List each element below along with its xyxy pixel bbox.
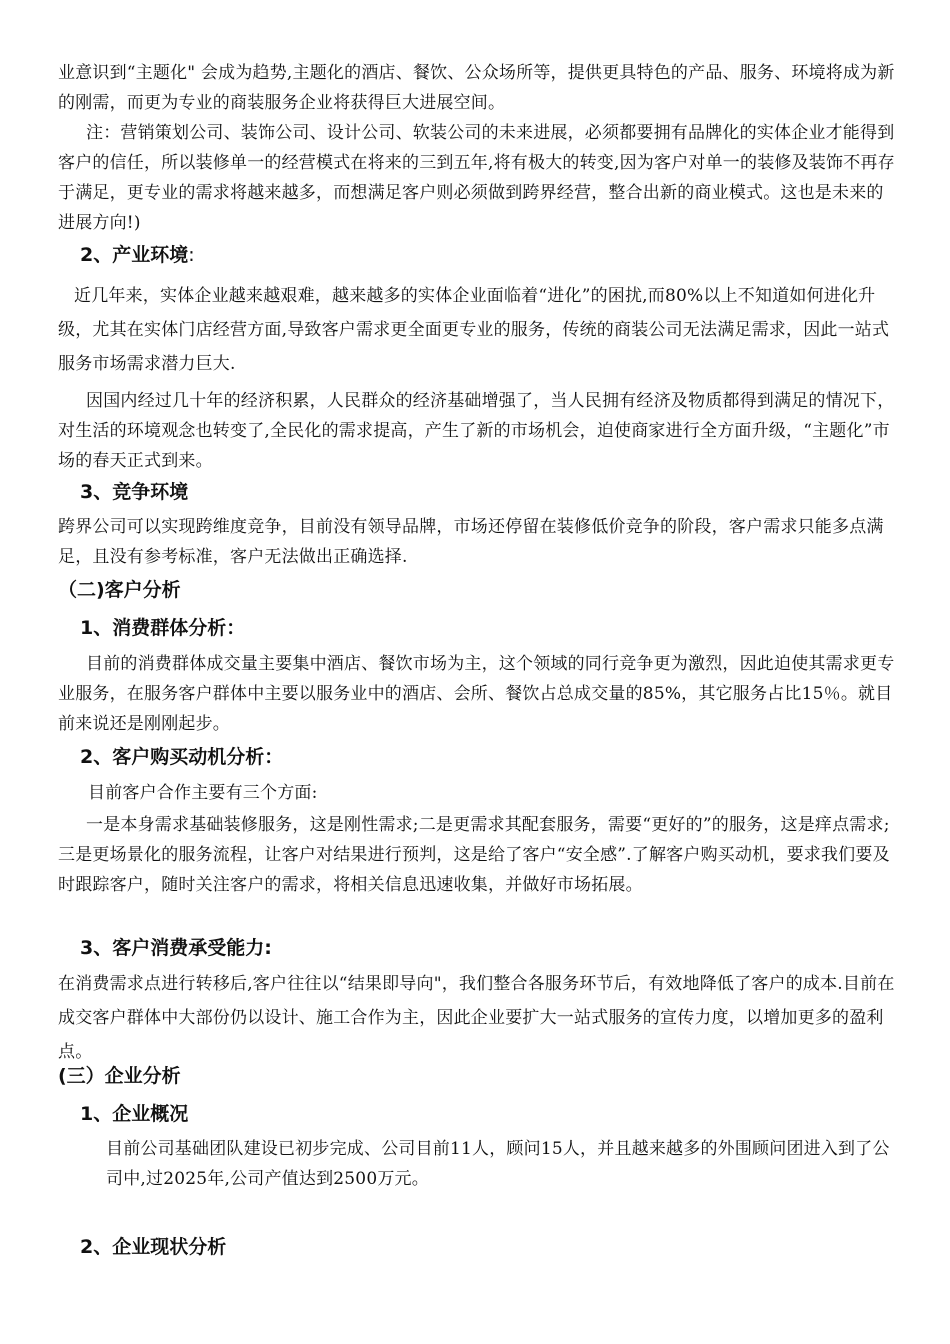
consumption-capacity-heading: 3、客户消费承受能力: [80,937,272,959]
customer-analysis-heading: （二)客户分析 [58,579,181,601]
industry-heading-text: 2、产业环境 [80,244,189,266]
enterprise-overview-paragraph: 目前公司基础团队建设已初步完成、公司目前11人，顾问15人，并且越来越多的外围顾问团进入到了公司中,过2025年,公司产值达到2500万元。 [106,1139,890,1189]
industry-heading-colon: : [188,244,195,266]
industry-paragraph-1: 近几年来，实体企业越来越艰难，越来越多的实体企业面临着“进化”的困扰,而80%以上不知道如何进化升级，尤其在实体门店经营方面,导致客户需求更全面更专业的服务，传统的商装公司无法满足需求，因此一站式服务市场需求潜力巨大. [58,286,890,374]
intro-paragraph-1: 业意识到“主题化" 会成为趋势,主题化的酒店、餐饮、公众场所等，提供更具特色的产品、服务、环境将成为新的刚需，而更为专业的商装服务企业将获得巨大进展空间。 [58,63,895,113]
purchase-motive-heading: 2、客户购买动机分析： [80,746,284,768]
competition-heading: 3、竞争环境 [80,481,189,503]
consumer-groups-paragraph: 目前的消费群体成交量主要集中酒店、餐饮市场为主，这个领域的同行竞争更为激烈，因此迫使其需求更专业服务，在服务客户群体中主要以服务业中的酒店、会所、餐饮占总成交量的85%，其它服务占比15％。就目前来说还是刚刚起步。 [58,654,895,734]
competition-paragraph: 跨界公司可以实现跨维度竞争，目前没有领导品牌，市场还停留在装修低价竞争的阶段，客户需求只能多点满足，且没有参考标准，客户无法做出正确选择. [58,517,884,567]
consumption-capacity-paragraph: 在消费需求点进行转移后,客户往往以“结果即导向"，我们整合各服务环节后，有效地降低了客户的成本.目前在成交客户群体中大部份仍以设计、施工合作为主，因此企业要扩大一站式服务的宣传力度，以增加更多的盈利点。 [58,974,895,1062]
purchase-motive-paragraph-1: 目前客户合作主要有三个方面: [88,783,318,803]
intro-note-paragraph: 注：营销策划公司、装饰公司、设计公司、软装公司的未来进展，必须都要拥有品牌化的实体企业才能得到客户的信任，所以装修单一的经营模式在将来的三到五年,将有极大的转变,因为客户对单一的装修及装饰不再存于满足，更专业的需求将越来越多，而想满足客户则必须做到跨界经营，整合出新的商业模式。这也是未来的进展方向!) [58,123,895,233]
enterprise-analysis-heading: (三）企业分析 [58,1065,181,1087]
enterprise-overview-heading: 1、企业概况 [80,1103,189,1125]
enterprise-status-heading: 2、企业现状分析 [80,1236,227,1258]
industry-heading [80,241,195,269]
industry-paragraph-2: 因国内经过几十年的经济积累，人民群众的经济基础增强了，当人民拥有经济及物质都得到满足的情况下，对生活的环境观念也转变了,全民化的需求提高，产生了新的市场机会，迫使商家进行全方面升级，“主题化”市场的春天正式到来。 [58,391,895,471]
purchase-motive-paragraph-2: 一是本身需求基础装修服务，这是刚性需求;二是更需求其配套服务，需要“更好的”的服务，这是痒点需求;三是更场景化的服务流程，让客户对结果进行预判，这是给了客户“安全感”.了解客户购买动机，要求我们要及时跟踪客户，随时关注客户的需求，将相关信息迅速收集，并做好市场拓展。 [58,815,890,895]
consumer-groups-heading: 1、消费群体分析： [80,617,246,639]
